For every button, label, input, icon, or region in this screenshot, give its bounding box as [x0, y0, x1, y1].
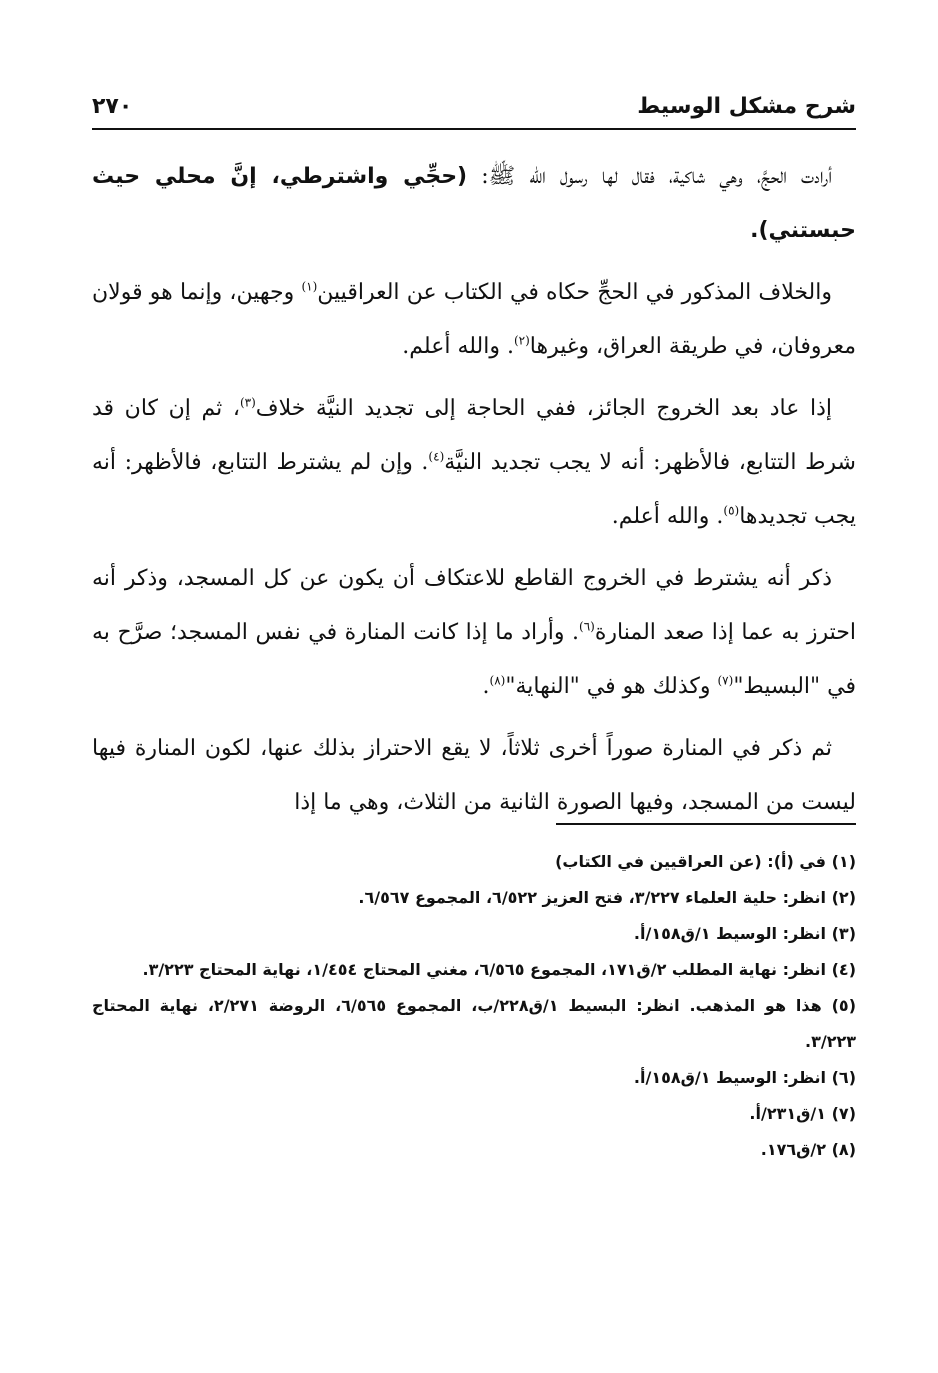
paragraph-2	[92, 266, 856, 374]
hadith-quote: (حجِّي واشترطي، إنَّ محلي حيث حبستني).	[92, 164, 856, 243]
paragraph-5: ثم ذكر في المنارة صوراً أخرى ثلاثاً، لا يقع الاحتراز بذلك عنها، لكون المنارة فيها ليست من المسجد، وفيها الصورة الثانية من الثلاث، وهي ما إذا	[92, 736, 856, 815]
paragraph-4-part-c: وكذلك هو في "النهاية"	[505, 674, 718, 699]
footnote-ref-2[interactable]: (٢)	[513, 333, 530, 348]
footnote-ref-7[interactable]: (٧)	[717, 673, 734, 688]
paragraph-1-text: أرادت الحجَّ، وهي شاكية، فقال لها رسول الله ﷺ:	[467, 164, 833, 189]
page-number: ٢٧٠	[92, 94, 133, 119]
footnote-ref-4[interactable]: (٤)	[428, 449, 445, 464]
paragraph-2-part-b: وجهين، وإنما هو قولان معروفان، في طريقة العراق، وغيرها	[92, 280, 856, 359]
footnote-3: (٣) انظر: الوسيط ١/ق١٥٨/أ.	[633, 924, 856, 943]
footnote-7: (٧) ١/ق٢٣١/أ.	[749, 1104, 856, 1123]
paragraph-2-part-c: . والله أعلم.	[402, 334, 514, 359]
paragraph-3-part-b: ، ثم إن كان قد شرط التتابع، فالأظهر: أنه لا يجب تجديد النيَّة	[92, 396, 856, 475]
paragraph-1	[92, 150, 856, 258]
footnote-8: (٨) ٢/ق١٧٦.	[760, 1140, 856, 1159]
paragraph-3-part-a: إذا عاد بعد الخروج الجائز، ففي الحاجة إلى تجديد النيَّة خلاف	[255, 396, 832, 421]
paragraph-4-part-b: . وأراد ما إذا كانت المنارة في نفس المسجد؛ صرَّح به في "البسيط"	[92, 620, 856, 699]
footnote-ref-6[interactable]: (٦)	[579, 619, 595, 634]
main-text	[92, 150, 856, 838]
footnote-5: (٥) هذا هو المذهب. انظر: البسيط ١/ق٢٢٨/ب، المجموع ٦/٥٦٥، الروضة ٢/٢٧١، نهاية المحتاج ٣/٢٢٣.	[92, 996, 856, 1051]
footnote-separator	[556, 823, 856, 825]
paragraph-4	[92, 552, 856, 714]
footnotes	[92, 844, 856, 1168]
footnote-1: (١) في (أ): (عن العراقيين في الكتاب)	[555, 852, 856, 871]
footnote-ref-5[interactable]: (٥)	[723, 503, 740, 518]
footnote-6: (٦) انظر: الوسيط ١/ق١٥٨/أ.	[633, 1068, 856, 1087]
paragraph-3-part-d: . والله أعلم.	[611, 504, 724, 529]
running-header	[92, 92, 856, 130]
book-title: شرح مشكل الوسيط	[637, 94, 856, 119]
paragraph-4-part-d: .	[482, 674, 490, 699]
paragraph-3	[92, 382, 856, 544]
footnote-4: (٤) انظر: نهاية المطلب ٢/ق١٧١، المجموع ٦/٥٦٥، مغني المحتاج ١/٤٥٤، نهاية المحتاج ٣/٢٢٣.	[142, 960, 856, 979]
footnote-2: (٢) انظر: حلية العلماء ٣/٢٢٧، فتح العزيز ٦/٥٢٢، المجموع ٦/٥٦٧.	[358, 888, 856, 907]
paragraph-3-part-c: . وإن لم يشترط التتابع، فالأظهر: أنه يجب تجديدها	[92, 450, 856, 529]
paragraph-2-part-a: والخلاف المذكور في الحجِّ حكاه في الكتاب عن العراقيين	[317, 280, 832, 305]
paragraph-4-part-a: ذكر أنه يشترط في الخروج القاطع للاعتكاف أن يكون عن كل المسجد، وذكر أنه احترز به عما إذا صعد المنارة	[92, 566, 856, 645]
footnote-ref-1[interactable]: (١)	[301, 279, 318, 294]
footnote-ref-3[interactable]: (٣)	[239, 395, 256, 410]
footnote-ref-8[interactable]: (٨)	[489, 673, 506, 688]
